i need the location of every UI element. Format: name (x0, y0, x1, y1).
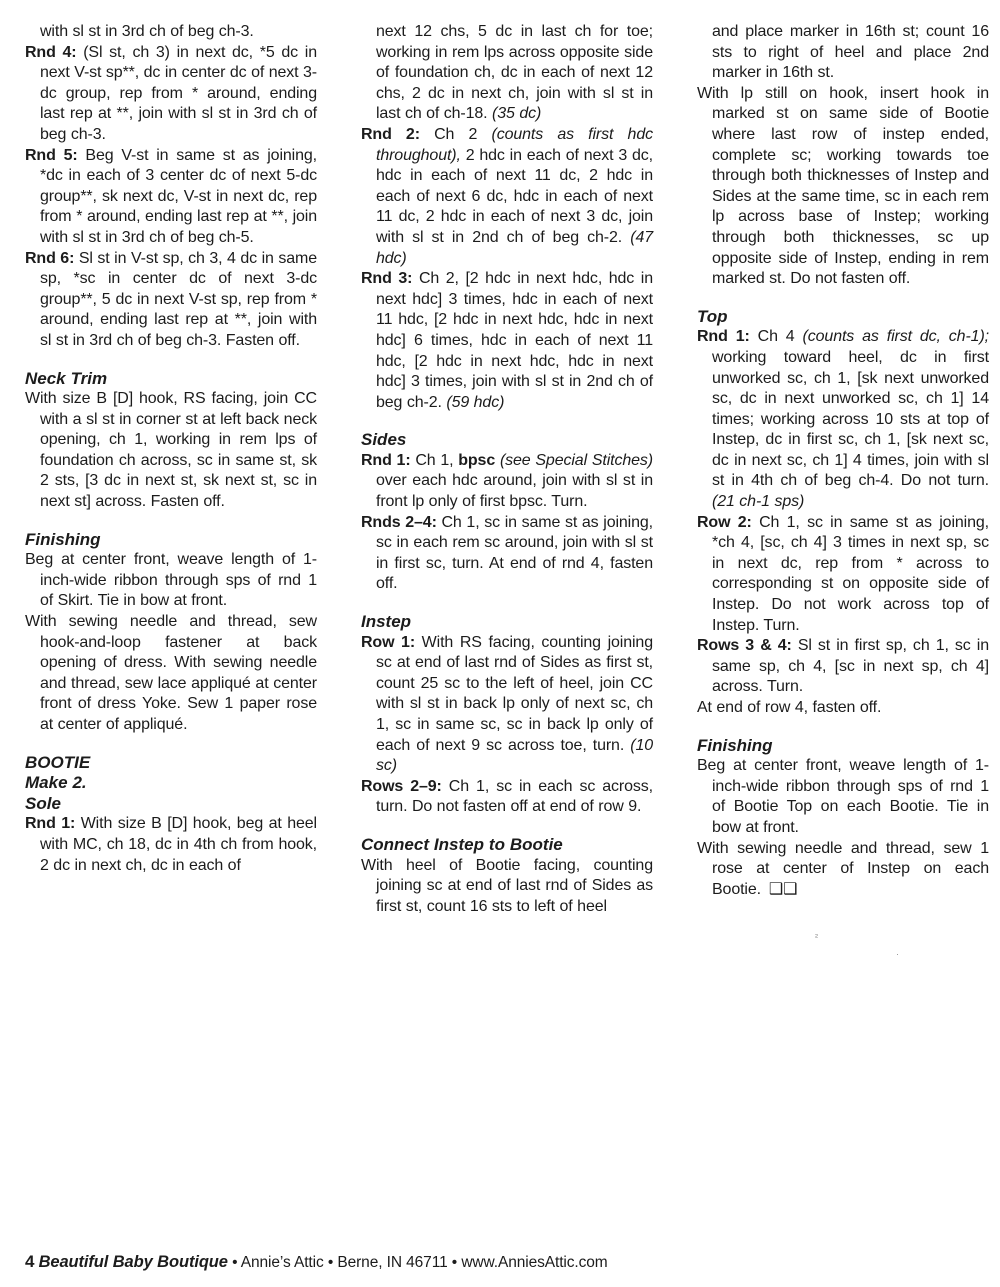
text-run: (see Special Stitches) (499, 451, 653, 469)
pattern-paragraph (25, 550, 317, 612)
text-run: Ch 1, (410, 451, 459, 469)
text-run: (10 sc) (376, 736, 653, 775)
pattern-paragraph (361, 633, 653, 777)
text-run: and place marker in 16th st; count 16 sts to right of heel and place 2nd marker in 16th st. (712, 23, 989, 82)
text-run: With lp still on hook, insert hook in marked st on same side of Bootie where last row of instep ended, complete sc; working towards toe through both thicknesses of Instep and Sides at the same time, sc in each rem lp across base of Instep; working through both thicknesses, sc up opposite side of Instep, ending in rem marked st. Do not fasten off. (697, 84, 989, 288)
pattern-paragraph (25, 249, 317, 352)
pattern-paragraph (697, 698, 989, 719)
text-run: Rows 3 & 4: (697, 637, 792, 655)
text-run: (35 dc) (492, 105, 542, 123)
text-run: Rnd 3: (361, 270, 413, 288)
pattern-paragraph (697, 22, 989, 84)
text-run: Make 2. (25, 773, 87, 793)
text-run: Beg at center front, weave length of 1-inch-wide ribbon through sps of rnd 1 of Bootie Top on each Bootie. Tie in bow at front. (697, 757, 989, 836)
pattern-paragraph (361, 22, 653, 125)
text-run: (counts as first hdc throughout), (376, 125, 653, 164)
pattern-paragraph (361, 125, 653, 269)
text-run: Ch 1, sc in same st as joining, sc in each rem sc around, join with sl st in first sc, turn. At end of rnd 4, fasten off. (376, 513, 653, 593)
text-run: 4 (25, 1252, 35, 1271)
text-run: Sole (25, 793, 61, 813)
text-run: next 12 chs, 5 dc in last ch for toe; working in rem lps across opposite side of foundation ch, dc in each of next 12 chs, 2 dc in next ch, join with sl st in last ch of ch-18. (376, 23, 653, 123)
pattern-paragraph (25, 146, 317, 249)
text-run: With size B [D] hook, RS facing, join CC with a sl st in corner st at left back neck opening, ch 1, working in rem lps of foundation ch across, sc in same st, sk 2 sts, [3 dc in next st, sk next st, sc in next st] across. Fasten off. (25, 390, 317, 511)
scan-artifact: ² (815, 932, 818, 942)
page-footer (25, 1252, 608, 1272)
text-run: Rnds 2–4: (361, 513, 437, 531)
pattern-paragraph (25, 22, 317, 43)
pattern-paragraph (361, 777, 653, 818)
text-run: bpsc (458, 451, 496, 469)
text-run: BOOTIE (25, 752, 91, 772)
text-run: Finishing (697, 735, 773, 755)
pattern-paragraph (25, 389, 317, 513)
pattern-paragraph (697, 839, 989, 901)
text-run: Rnd 4: (25, 43, 77, 61)
text-run: Rows 2–9: (361, 777, 442, 795)
text-run: (21 ch-1 sps) (712, 493, 805, 511)
text-run: Row 1: (361, 633, 416, 651)
text-run: Instep (361, 612, 412, 632)
text-run: With size B [D] hook, beg at heel with MC, ch 18, dc in 4th ch from hook, 2 dc in next ch, dc in each of (40, 815, 317, 874)
pattern-paragraph (25, 814, 317, 876)
section-heading (361, 612, 653, 633)
text-run: With heel of Bootie facing, counting joining sc at end of last rnd of Sides as first st, count 16 sts to left of heel (361, 856, 653, 915)
text-run: Beg V-st in same st as joining, *dc in each of 3 center dc of next 5-dc group**, sk next dc, V-st in next dc, rep from * around, ending last rep at **, join with sl st in 3rd ch of beg ch-5. (40, 146, 317, 246)
pattern-paragraph (361, 269, 653, 413)
pattern-paragraph (25, 43, 317, 146)
pattern-paragraph (697, 513, 989, 637)
section-heading (25, 530, 317, 551)
section-heading (25, 794, 317, 815)
scan-artifact: · (896, 949, 899, 959)
text-run: Connect Instep to Bootie (361, 834, 563, 854)
text-run: 2 hdc in each of next 3 dc, hdc in each of next 11 dc, 2 hdc in each of next 6 dc, hdc in each of next 11 dc, 2 hdc in each of next 3 dc, join with sl st in 2nd ch of beg ch-2. (376, 146, 653, 246)
text-run: Rnd 2: (361, 125, 420, 143)
text-run: With RS facing, counting joining sc at end of last rnd of Sides as first st, count 25 sc to the left of heel, join CC with sl st in back lp only of next sc, ch 1, sc in same sc, sc in back lp only of each of next 9 sc across toe, turn. (376, 633, 653, 754)
text-run: (47 hdc) (376, 228, 653, 267)
text-run: Top (697, 306, 728, 326)
text-run: (Sl st, ch 3) in next dc, *5 dc in next V-st sp**, dc in center dc of next 3-dc group, rep from * around, ending last rep at **, join with sl st in 3rd ch of beg ch-3. (40, 43, 317, 143)
text-run: Sl st in V-st sp, ch 3, 4 dc in same sp, *sc in center dc of next 3-dc group**, 5 dc in next V-st sp, rep from * around, ending last rep at **, join with sl st in 3rd ch of beg ch-3. Fasten off. (40, 249, 317, 349)
pattern-paragraph (697, 327, 989, 512)
text-run: (59 hdc) (446, 393, 505, 411)
page-body (25, 22, 989, 917)
text-run: Ch 1, sc in same st as joining, *ch 4, [sc, ch 4] 3 times in next sp, sc in next dc, rep from * across to corresponding st on opposite side of Instep. Do not work across top of Instep. Turn. (712, 513, 989, 634)
text-run: Sides (361, 430, 407, 450)
text-run: Ch 1, sc in each sc across, turn. Do not fasten off at end of row 9. (376, 777, 653, 816)
text-run: Beautiful Baby Boutique (38, 1253, 228, 1271)
pattern-paragraph (697, 756, 989, 838)
text-run: • Annie’s Attic • Berne, IN 46711 • www.AnniesAttic.com (227, 1254, 608, 1271)
text-run: with sl st in 3rd ch of beg ch-3. (40, 23, 254, 40)
text-run: over each hdc around, join with sl st in front lp only of first bpsc. Turn. (376, 472, 653, 511)
pattern-paragraph (361, 451, 653, 513)
text-column-2 (361, 22, 653, 917)
text-run: At end of row 4, fasten off. (697, 699, 882, 716)
section-heading (361, 430, 653, 451)
text-run: (counts as first dc, ch-1); (802, 328, 989, 346)
text-column-3 (697, 22, 989, 917)
text-run: Beg at center front, weave length of 1-inch-wide ribbon through sps of rnd 1 of Skirt. Tie in bow at front. (25, 551, 317, 610)
text-run: Neck Trim (25, 368, 108, 388)
pattern-paragraph (697, 636, 989, 698)
text-run: Row 2: (697, 513, 752, 531)
pattern-paragraph (361, 513, 653, 595)
text-run: Ch 2, [2 hdc in next hdc, hdc in next hdc] 3 times, hdc in each of next 11 hdc, [2 hdc in next hdc, hdc in next hdc] 6 times, hdc in each of next 11 hdc, [2 hdc in next hdc, hdc in next hdc] 3 times, join with sl st in 2nd ch of beg ch-2. (376, 270, 653, 411)
section-heading (25, 753, 317, 774)
text-run: Rnd 5: (25, 146, 78, 164)
text-run: Ch 2 (419, 125, 492, 143)
text-run: Rnd 6: (25, 249, 75, 267)
text-run: Rnd 1: (25, 815, 76, 833)
text-run: With sewing needle and thread, sew 1 rose at center of Instep on each Bootie. ❑❑ (697, 839, 989, 898)
text-column-1 (25, 22, 317, 917)
text-run: Rnd 1: (361, 451, 411, 469)
text-run: Ch 4 (749, 328, 803, 346)
text-run: working toward heel, dc in first unworked sc, ch 1, [sk next unworked sc, dc in next unworked sc, ch 1] 14 times; working across 10 sts at top of Instep, dc in first sc, ch 1, [sk next sc, dc in next sc, ch 1] 4 times, join with sl st in 4th ch of beg ch-4. Do not turn. (712, 348, 989, 490)
text-run: Rnd 1: (697, 328, 750, 346)
section-heading (697, 736, 989, 757)
section-heading (361, 835, 653, 856)
section-heading (697, 307, 989, 328)
text-run: Sl st in first sp, ch 1, sc in same sp, ch 4, [sc in next sp, ch 4] across. Turn. (712, 637, 989, 696)
section-heading (25, 369, 317, 390)
pattern-paragraph (25, 612, 317, 736)
section-heading (25, 773, 317, 794)
text-run: Finishing (25, 529, 101, 549)
pattern-paragraph (697, 84, 989, 290)
text-run: With sewing needle and thread, sew hook-and-loop fastener at back opening of dress. With sewing needle and thread, sew lace appliqué at center front of dress Yoke. Sew 1 paper rose at center of appliqué. (25, 613, 317, 733)
pattern-paragraph (361, 856, 653, 918)
